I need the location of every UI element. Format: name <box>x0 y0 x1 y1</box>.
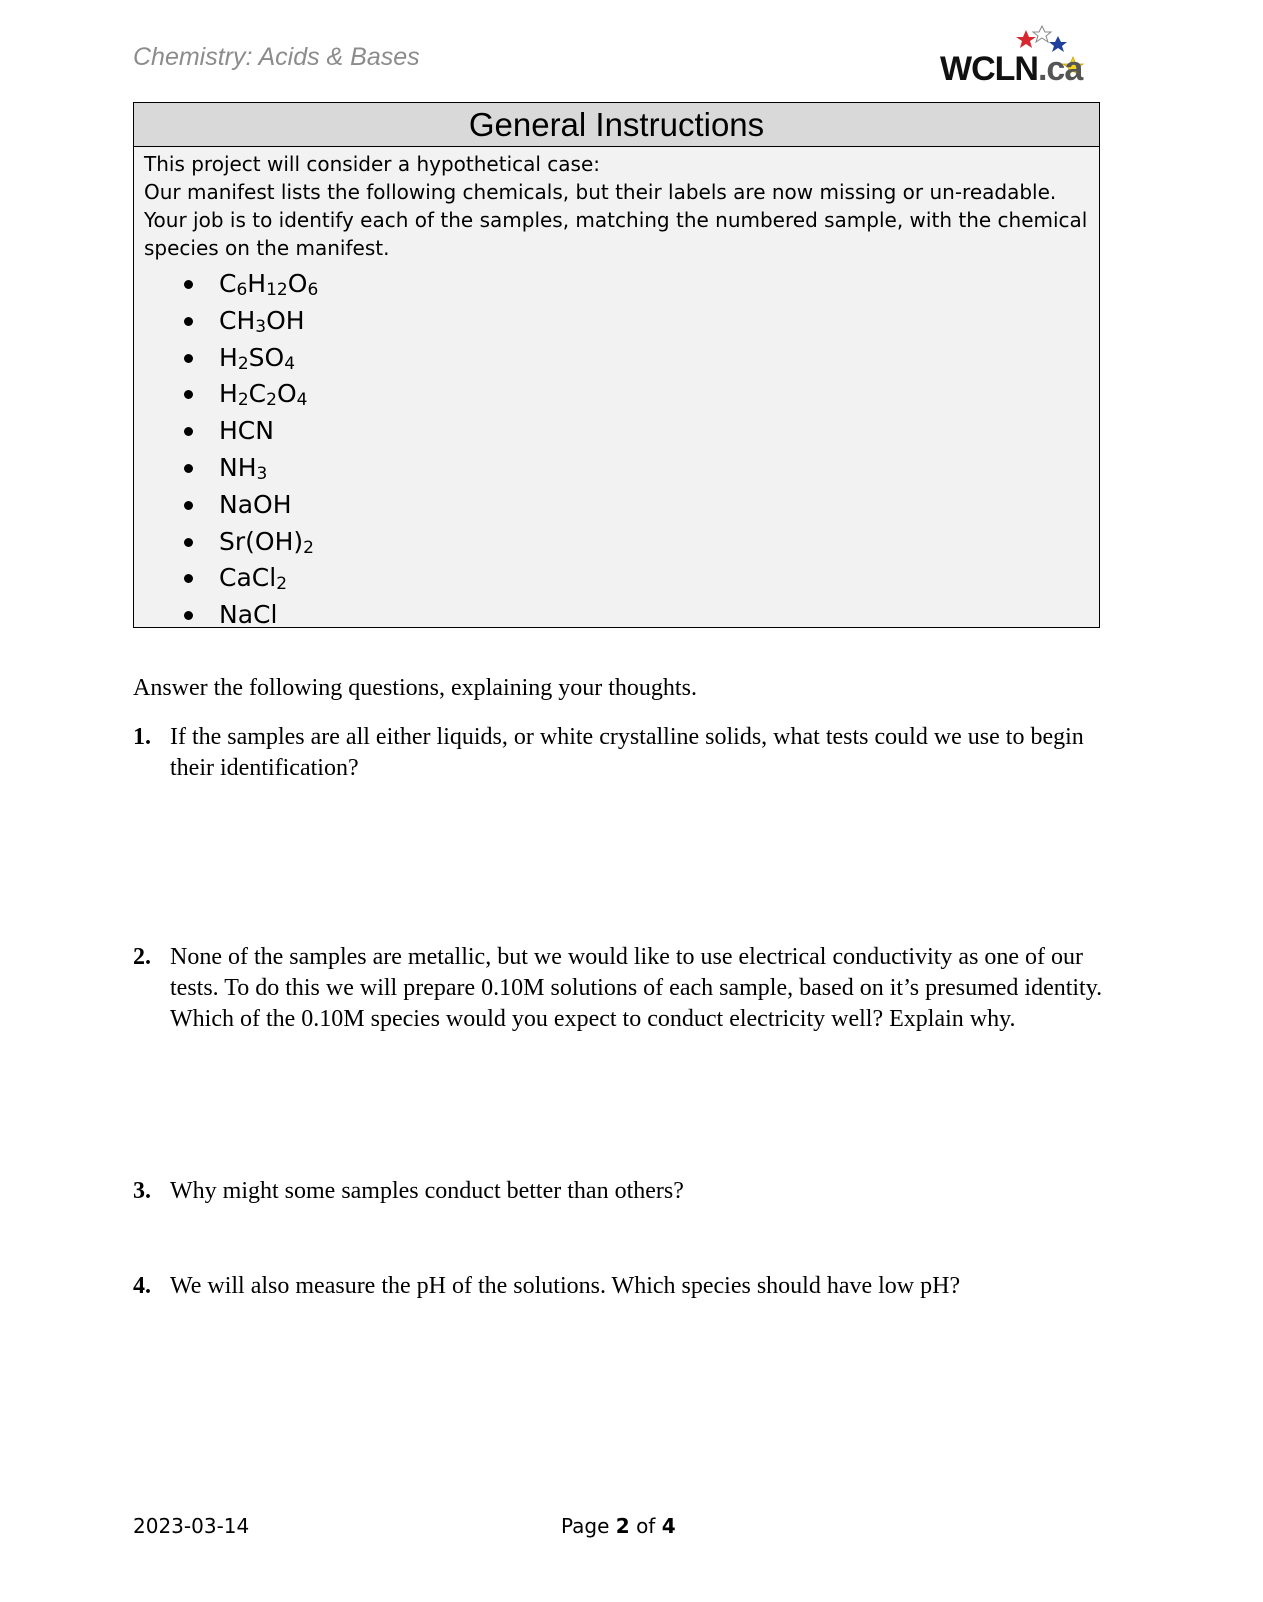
chemical-item: CaCl$_2$ <box>144 560 1089 597</box>
footer-page-number: Page 2 of 4 <box>561 1514 676 1538</box>
questions-intro: Answer the following questions, explaining your thoughts. <box>133 675 697 701</box>
question-text: If the samples are all either liquids, or white crystalline solids, what tests could we use to begin their identification? <box>170 724 1084 781</box>
question-number: 3. <box>133 1178 151 1204</box>
chemical-item: NaOH <box>144 487 1089 524</box>
question-3 <box>133 1176 1103 1207</box>
question-2 <box>133 942 1103 1035</box>
wcln-logo <box>936 22 1100 92</box>
question-text: None of the samples are metallic, but we would like to use electrical conductivity as one of our tests. To do this we will prepare 0.10M solutions of each sample, based on it’s presumed identity. Which of the 0.10M species would you expect to conduct electricity well? Explain why. <box>170 944 1103 1032</box>
chemical-item: $C_6H_{12}O_6$ <box>144 266 1089 303</box>
chemical-item: NaCl <box>144 597 1089 634</box>
document-header-title: Chemistry: Acids & Bases <box>133 43 420 71</box>
question-number: 2. <box>133 944 151 970</box>
chemical-item: $NH_3$ <box>144 450 1089 487</box>
instructions-body <box>134 147 1099 634</box>
chemical-list <box>144 266 1089 634</box>
chemical-item: $Sr(OH)_2$ <box>144 524 1089 561</box>
question-text: We will also measure the pH of the solutions. Which species should have low pH? <box>170 1273 961 1299</box>
general-instructions-box <box>133 102 1100 628</box>
question-1 <box>133 722 1103 784</box>
chemical-item: $CH_3OH$ <box>144 303 1089 340</box>
logo-wordmark: WCLN.ca <box>940 50 1083 88</box>
instructions-intro: This project will consider a hypothetical case: <box>144 152 601 176</box>
question-text: Why might some samples conduct better than others? <box>170 1178 684 1204</box>
chemical-item: $H_2C_2O_4$ <box>144 376 1089 413</box>
instructions-text: Our manifest lists the following chemicals, but their labels are now missing or un-readable. Your job is to identify each of the samples, matching the numbered sample, with the chemical species on the manifest. <box>144 180 1088 260</box>
chemical-item: $H_2SO_4$ <box>144 340 1089 377</box>
question-number: 4. <box>133 1273 151 1299</box>
question-number: 1. <box>133 724 151 750</box>
chemical-item: HCN <box>144 413 1089 450</box>
question-4 <box>133 1271 1103 1302</box>
instructions-heading: General Instructions <box>134 103 1099 147</box>
footer-date: 2023-03-14 <box>133 1514 250 1538</box>
